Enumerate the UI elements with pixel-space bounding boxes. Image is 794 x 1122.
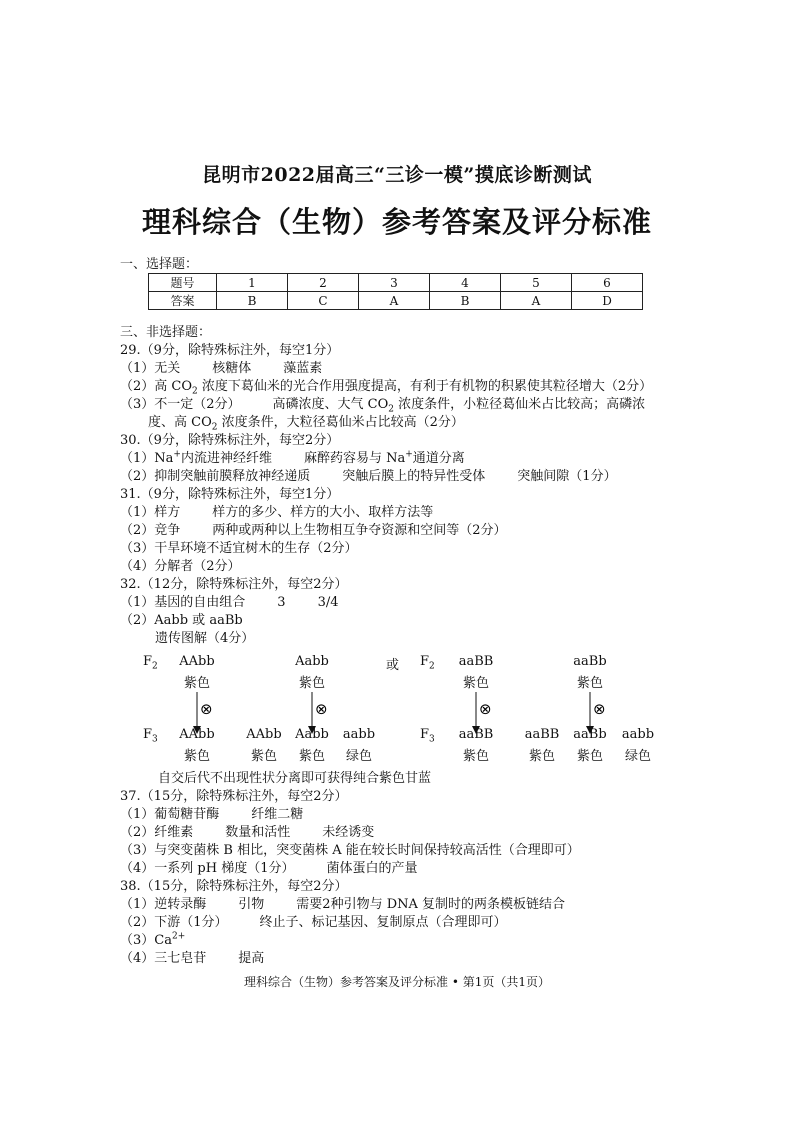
table-cell: 3 (359, 274, 430, 292)
answer-text: 提高 (238, 951, 265, 966)
q37-line-2 (120, 824, 374, 842)
offspring-phenotype: 紫色 (528, 749, 555, 764)
parent-genotype: aaBb (573, 654, 607, 669)
page-footer: 理科综合（生物）参考答案及评分标准 • 第1页（共1页） (244, 975, 550, 989)
offspring-phenotype: 紫色 (250, 749, 277, 764)
q37-line-1 (120, 806, 303, 824)
answer-text: 数量和活性 (225, 825, 291, 840)
table-cell: A (501, 292, 572, 310)
offspring-genotype: AAbb (246, 727, 282, 742)
generation-label-f2: $F_2$ (143, 654, 158, 672)
q32-conclusion: 自交后代不出现性状分离即可获得纯合紫色甘蓝 (158, 771, 432, 786)
answer-text: （1）无关 (120, 361, 181, 376)
q30-line-1 (120, 450, 465, 468)
q29-line-1 (120, 360, 322, 378)
answer-text: （3）Ca (120, 933, 172, 948)
q37-heading: 37.（15分，除特殊标注外，每空2分） (120, 789, 348, 804)
q37-line-3: （3）与突变菌株 B 相比，突变菌株 A 能在较长时间保持较高活性（合理即可） (120, 843, 580, 858)
answer-text: 藻蓝素 (283, 361, 323, 376)
q32-line-2: （2）Aabb 或 aaBb (120, 613, 243, 628)
answer-text: （1）Na (120, 451, 174, 466)
superscript: + (405, 449, 413, 460)
offspring-genotype: aaBB (458, 727, 494, 742)
q31-line-3: （3）干旱环境不适宜树木的生存（2分） (120, 541, 358, 556)
parent-genotype: aaBB (458, 654, 494, 669)
answer-text: 度、高 CO (148, 415, 212, 430)
exam-title: 昆明市2022届高三“三诊一模”摸底诊断测试 (202, 164, 592, 186)
answer-text: （2）下游（1分） (120, 915, 228, 930)
answer-text: 需要2种引物与 DNA 复制时的两条模板链结合 (296, 897, 566, 912)
q30-line-2 (120, 468, 617, 486)
answer-text: 突触间隙（1分） (517, 469, 617, 484)
answer-text: 突触后膜上的特异性受体 (342, 469, 486, 484)
answer-text: 未经诱变 (322, 825, 375, 840)
answer-text: （2）高 CO (120, 379, 193, 394)
answer-text: 高磷浓度、大气 CO (272, 397, 389, 412)
answer-text: （1）逆转录酶 (120, 897, 207, 912)
parent-phenotype: 紫色 (298, 676, 325, 691)
answer-text: 浓度条件，大粒径葛仙米占比较高（2分） (217, 415, 464, 430)
q29-line-4 (148, 414, 464, 432)
offspring-genotype: aaBB (524, 727, 560, 742)
table-cell: B (217, 292, 288, 310)
table-cell: 2 (288, 274, 359, 292)
offspring-phenotype: 绿色 (624, 749, 651, 764)
answer-text: （2）竞争 (120, 523, 181, 538)
answer-text: （3）不一定（2分） (120, 397, 241, 412)
table-cell: 4 (430, 274, 501, 292)
q38-line-1 (120, 896, 565, 914)
table-cell: B (430, 292, 501, 310)
offspring-phenotype: 紫色 (183, 749, 210, 764)
answer-text: 核糖体 (212, 361, 252, 376)
answer-text: 3/4 (317, 595, 339, 610)
answer-text: （1）基因的自由组合 (120, 595, 246, 610)
section-heading-nonchoice: 三、非选择题： (120, 325, 212, 340)
answer-text: （4）一系列 pH 梯度（1分） (120, 861, 295, 876)
answer-text: 菌体蛋白的产量 (326, 861, 418, 876)
answer-text: 终止子、标记基因、复制原点（合理即可） (259, 915, 507, 930)
table-row-answers (149, 292, 643, 310)
subscript: 2 (211, 422, 218, 433)
offspring-phenotype: 紫色 (576, 749, 603, 764)
answer-text: （2）纤维素 (120, 825, 194, 840)
selfing-symbol: ⊗ (315, 700, 328, 718)
q38-line-4 (120, 950, 264, 968)
answer-table (148, 273, 643, 310)
table-cell: A (359, 292, 430, 310)
q29-heading: 29.（9分，除特殊标注外，每空1分） (120, 343, 340, 358)
q31-heading: 31.（9分，除特殊标注外，每空1分） (120, 487, 340, 502)
answer-text: （4）三七皂苷 (120, 951, 207, 966)
offspring-phenotype: 紫色 (298, 749, 325, 764)
q31-line-1 (120, 504, 433, 522)
q32-line-3: 遗传图解（4分） (155, 631, 255, 646)
parent-genotype: Aabb (295, 654, 329, 669)
table-cell: 1 (217, 274, 288, 292)
parent-genotype: AAbb (179, 654, 215, 669)
offspring-genotype: Aabb (295, 727, 329, 742)
superscript: 2+ (171, 931, 186, 942)
generation-label-f3: $F_3$ (420, 727, 435, 745)
q38-line-3 (120, 932, 185, 950)
table-cell: 6 (572, 274, 643, 292)
superscript: + (173, 449, 181, 460)
generation-label-f3: $F_3$ (143, 727, 158, 745)
q32-heading: 32.（12分，除特殊标注外，每空2分） (120, 577, 348, 592)
q38-line-2 (120, 914, 507, 932)
q38-heading: 38.（15分，除特殊标注外，每空2分） (120, 879, 348, 894)
offspring-phenotype: 绿色 (345, 749, 372, 764)
section-heading-choice: 一、选择题： (120, 257, 199, 272)
offspring-phenotype: 紫色 (462, 749, 489, 764)
answer-text: （1）样方 (120, 505, 181, 520)
table-cell: C (288, 292, 359, 310)
offspring-genotype: aabb (621, 727, 655, 742)
selfing-symbol: ⊗ (593, 700, 606, 718)
answer-text: 3 (277, 595, 286, 610)
q37-line-4 (120, 860, 417, 878)
q31-line-4: （4）分解者（2分） (120, 559, 241, 574)
table-cell: D (572, 292, 643, 310)
answer-text: 纤维二糖 (251, 807, 304, 822)
table-cell: 5 (501, 274, 572, 292)
answer-text: 浓度下葛仙米的光合作用强度提高，有利于有机物的积累使其粒径增大（2分） (197, 379, 653, 394)
answer-text: 浓度条件，小粒径葛仙米占比较高；高磷浓 (394, 397, 646, 412)
table-cell-label: 题号 (149, 274, 217, 292)
q29-line-2 (120, 378, 652, 396)
answer-key-title: 理科综合（生物）参考答案及评分标准 (141, 205, 652, 239)
answer-text: 麻醉药容易与 Na (303, 451, 406, 466)
q31-line-2 (120, 522, 507, 540)
q30-heading: 30.（9分，除特殊标注外，每空2分） (120, 433, 340, 448)
table-row-numbers (149, 274, 643, 292)
answer-text: 引物 (238, 897, 265, 912)
answer-text: 内流进神经纤维 (180, 451, 272, 466)
answer-text: 两种或两种以上生物相互争夺资源和空间等（2分） (212, 523, 507, 538)
selfing-symbol: ⊗ (200, 700, 213, 718)
answer-text: （2）抑制突触前膜释放神经递质 (120, 469, 311, 484)
subscript: 2 (388, 404, 395, 415)
parent-phenotype: 紫色 (576, 676, 603, 691)
answer-text: （1）葡萄糖苷酶 (120, 807, 220, 822)
parent-phenotype: 紫色 (183, 676, 210, 691)
generation-label-f2: $F_2$ (420, 654, 435, 672)
parent-phenotype: 紫色 (462, 676, 489, 691)
subscript: 2 (192, 386, 198, 397)
or-label: 或 (386, 658, 400, 673)
offspring-genotype: aabb (342, 727, 376, 742)
selfing-symbol: ⊗ (479, 700, 492, 718)
q29-line-3 (120, 396, 645, 414)
answer-text: 通道分离 (412, 451, 465, 466)
offspring-genotype: AAbb (179, 727, 215, 742)
table-cell-label: 答案 (149, 292, 217, 310)
offspring-genotype: aaBb (573, 727, 607, 742)
q32-line-1 (120, 594, 338, 612)
answer-text: 样方的多少、样方的大小、取样方法等 (212, 505, 434, 520)
